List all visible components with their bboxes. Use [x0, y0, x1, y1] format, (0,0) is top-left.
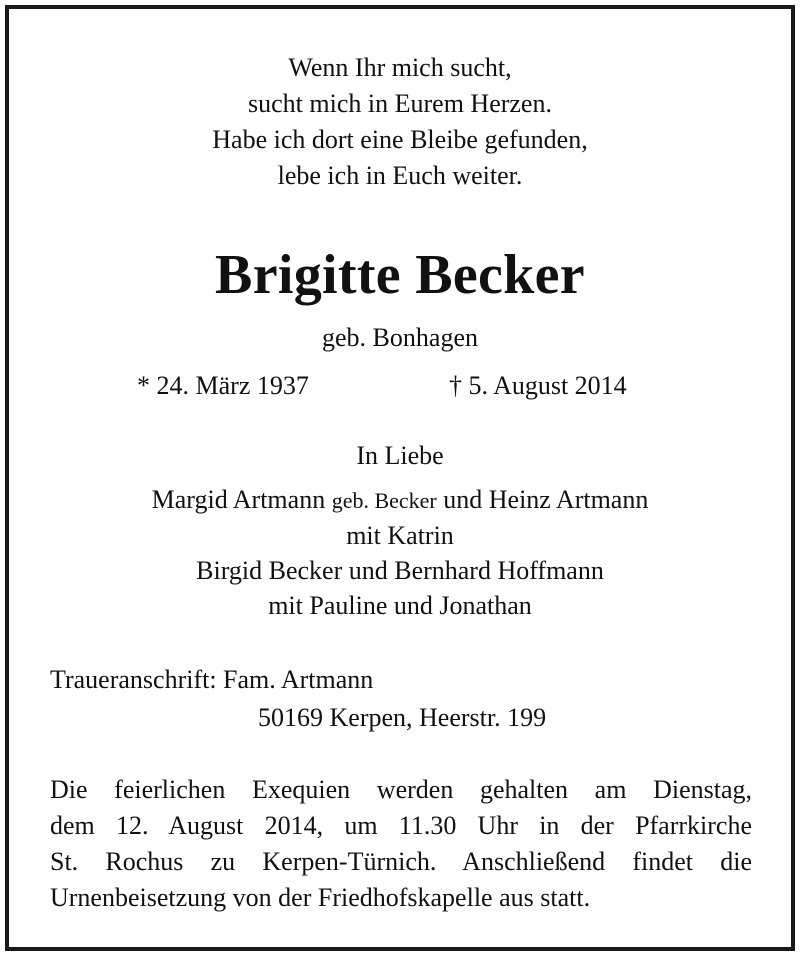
- mourner-line: Birgid Becker und Bernhard Hoffmann: [196, 556, 604, 585]
- notice-line: Die feierlichen Exequien werden gehalten am Dienstag,: [50, 775, 752, 804]
- poem-line: lebe ich in Euch weiter.: [277, 161, 523, 190]
- notice-line: Urnenbeisetzung von der Friedhofskapelle aus statt.: [50, 883, 591, 912]
- notice-line: dem 12. August 2014, um 11.30 Uhr in der Pfarrkirche: [50, 811, 752, 840]
- in-love-heading: In Liebe: [356, 441, 444, 470]
- mourner-maiden-name: geb. Becker: [331, 488, 437, 513]
- maiden-name: geb. Bonhagen: [322, 323, 478, 352]
- funeral-notice: [50, 772, 752, 916]
- poem-line: sucht mich in Eurem Herzen.: [248, 89, 552, 118]
- mourner-partner: und Heinz Artmann: [443, 485, 649, 514]
- notice-line: St. Rochus zu Kerpen-Türnich. Anschließend findet die: [50, 847, 752, 876]
- poem-line: Wenn Ihr mich sucht,: [288, 53, 512, 82]
- mourners-list: [0, 482, 800, 623]
- mourner-line: [0, 482, 800, 518]
- birth-date: * 24. März 1937: [137, 371, 309, 400]
- poem-line: Habe ich dort eine Bleibe gefunden,: [212, 125, 588, 154]
- mourner-line: mit Pauline und Jonathan: [268, 591, 532, 620]
- deceased-name: Brigitte Becker: [215, 244, 585, 306]
- poem: [0, 50, 800, 194]
- mourner-name: Margid Artmann: [151, 485, 326, 514]
- mourner-line: mit Katrin: [346, 521, 454, 550]
- death-date: † 5. August 2014: [449, 371, 627, 400]
- mourning-address: Traueranschrift: Fam. Artmann: [50, 665, 374, 694]
- mourning-address-street: 50169 Kerpen, Heerstr. 199: [258, 703, 547, 732]
